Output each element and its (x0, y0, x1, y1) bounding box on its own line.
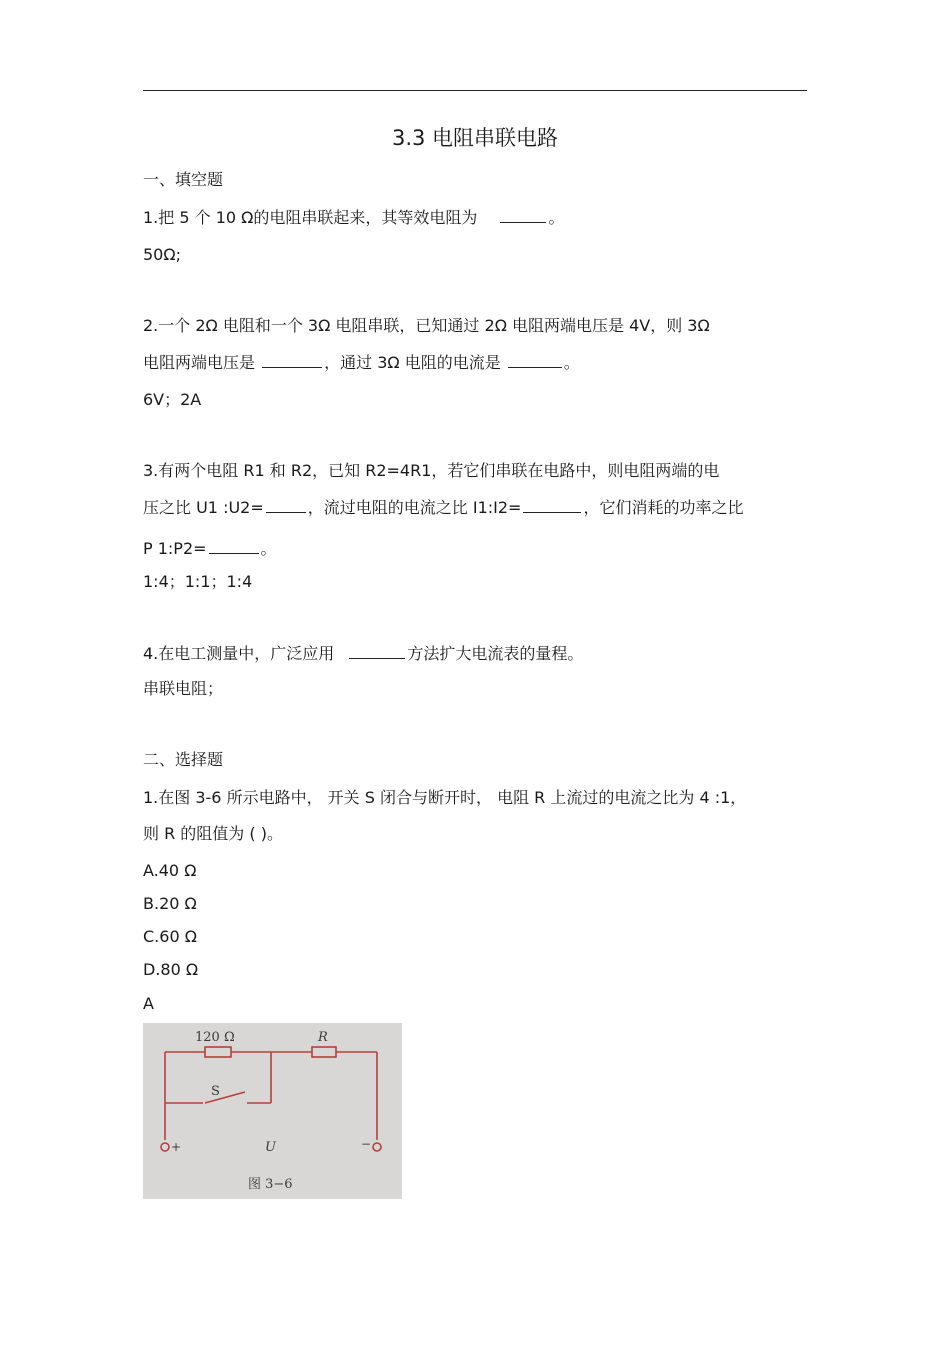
question-2-line-1: 2.一个 2Ω 电阻和一个 3Ω 电阻串联，已知通过 2Ω 电阻两端电压是 4V，则 3Ω (143, 316, 710, 335)
answer-4: 串联电阻； (143, 679, 224, 698)
question-4 (143, 642, 583, 665)
label-plus: + (171, 1140, 182, 1154)
choice-answer: A (143, 994, 154, 1013)
label-120-ohm: 120 Ω (195, 1030, 235, 1045)
label-minus: − (361, 1137, 372, 1151)
answer-blank (262, 351, 322, 368)
label-u: U (265, 1140, 276, 1155)
question-3-line-1: 3.有两个电阻 R1 和 R2，已知 R2=4R1，若它们串联在电路中，则电阻两端的电 (143, 461, 720, 480)
answer-blank (508, 351, 562, 368)
answer-blank (523, 496, 581, 513)
option-b: B.20 Ω (143, 894, 197, 913)
question-2-line-2 (143, 351, 580, 374)
answer-blank (349, 642, 405, 659)
terminal-negative (373, 1143, 381, 1151)
question-text: ，流过电阻的电流之比 I1:I2= (307, 498, 522, 517)
answer-blank (500, 206, 546, 223)
question-text: P 1:P2= (143, 539, 207, 558)
question-1 (143, 206, 565, 229)
answer-1: 50Ω; (143, 245, 181, 264)
option-d: D.80 Ω (143, 960, 199, 979)
question-text: ，它们消耗的功率之比 (583, 498, 744, 517)
question-end: 。 (548, 208, 565, 227)
label-s: S (211, 1084, 220, 1099)
terminal-positive (161, 1143, 169, 1151)
question-3-line-2 (143, 496, 743, 519)
resistor-r-symbol (312, 1047, 336, 1057)
section-heading-choice: 二、选择题 (143, 750, 224, 769)
question-text: 压之比 U1 :U2= (143, 498, 264, 517)
question-text: ，通过 3Ω 电阻的电流是 (324, 353, 501, 372)
choice-question-line-1: 1.在图 3-6 所示电路中， 开关 S 闭合与断开时， 电阻 R 上流过的电流之比为 4 :1， (143, 788, 747, 807)
circuit-figure (143, 1023, 402, 1199)
answer-blank (266, 496, 306, 513)
question-text: 4.在电工测量中，广泛应用 (143, 644, 335, 663)
circuit-diagram (143, 1023, 402, 1199)
question-end: 。 (260, 539, 277, 558)
option-c: C.60 Ω (143, 927, 197, 946)
question-text: 电阻两端电压是 (143, 353, 256, 372)
question-text: 1.把 5 个 10 Ω的电阻串联起来，其等效电阻为 (143, 208, 478, 227)
answer-blank (209, 537, 259, 554)
option-a: A.40 Ω (143, 861, 197, 880)
header-rule (143, 90, 807, 91)
answer-3: 1:4；1:1；1:4 (143, 572, 253, 591)
section-heading-fill: 一、填空题 (143, 170, 224, 189)
question-end: 。 (563, 353, 580, 372)
figure-caption: 图 3−6 (248, 1177, 293, 1192)
question-text: 方法扩大电流表的量程。 (407, 644, 584, 663)
answer-2: 6V；2A (143, 390, 202, 409)
page-title: 3.3 电阻串联电路 (391, 126, 559, 150)
label-r: R (318, 1030, 328, 1045)
question-3-line-3 (143, 537, 277, 560)
choice-question-line-2: 则 R 的阻值为 ( )。 (143, 824, 283, 843)
resistor-120-symbol (205, 1047, 231, 1057)
